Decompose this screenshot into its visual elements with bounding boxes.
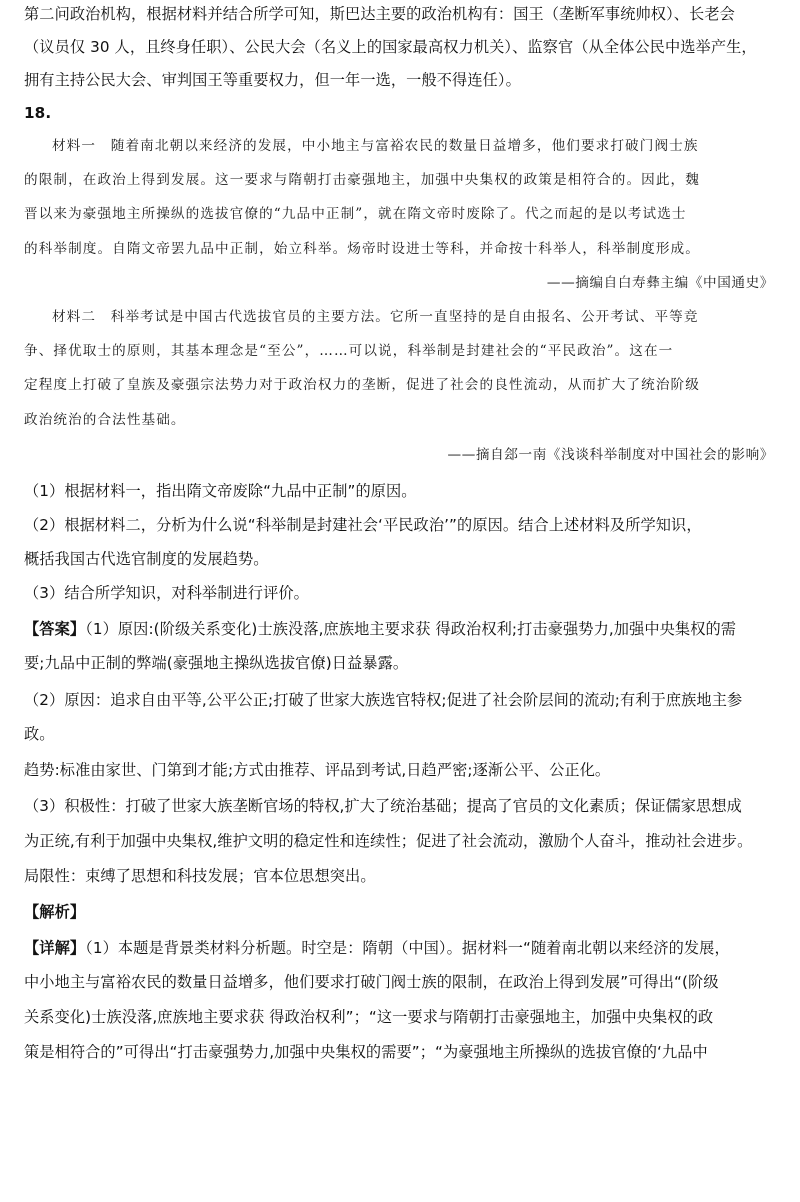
detail-line-1 [24, 938, 784, 958]
answer-line-7: 为正统,有利于加强中央集权,维护文明的稳定性和连续性；促进了社会流动，激励个人奋斗，推动社会进步。 [24, 832, 753, 850]
material1-line-3: 晋以来为豪强地主所操纵的选拔官僚的“九品中正制”，就在隋文帝时废除了。代之而起的是以考试选士 [24, 206, 687, 222]
material1-source: ——摘编自白寿彝主编《中国通史》 [546, 275, 774, 291]
analysis-label: 【解析】 [24, 903, 86, 921]
answer-line-3: （2）原因：追求自由平等,公平公正;打破了世家大族选官特权;促进了社会阶层间的流动;有利于庶族地主参 [24, 691, 743, 709]
question-1: （1）根据材料一，指出隋文帝废除“九品中正制”的原因。 [24, 482, 417, 500]
question-3: （3）结合所学知识，对科举制进行评价。 [24, 584, 309, 602]
detail-line-2: 中小地主与富裕农民的数量日益增多，他们要求打破门阀士族的限制，在政治上得到发展”可得出“(阶级 [24, 973, 719, 991]
detail-line-1-text: （1）本题是背景类材料分析题。时空是：隋朝（中国）。据材料一“随着南北朝以来经济的发展， [85, 939, 730, 957]
intro-line-1: 第二问政治机构，根据材料并结合所学可知，斯巴达主要的政治机构有：国王（垄断军事统帅权）、长老会 [24, 5, 735, 23]
answer-line-6: （3）积极性：打破了世家大族垄断官场的特权,扩大了统治基础；提高了官员的文化素质；保证儒家思想成 [24, 797, 742, 815]
material2-line-4: 政治统治的合法性基础。 [24, 412, 186, 428]
question-2-cont: 概括我国古代选官制度的发展趋势。 [24, 550, 269, 568]
detail-line-4: 策是相符合的”可得出“打击豪强势力,加强中央集权的需要”；“为豪强地主所操纵的选拔官僚的‘九品中 [24, 1043, 708, 1061]
material1-line-1: 材料一 随着南北朝以来经济的发展，中小地主与富裕农民的数量日益增多，他们要求打破门阀士族 [52, 138, 699, 154]
analysis-line [24, 902, 784, 922]
intro-line-2: （议员仅 30 人，且终身任职）、公民大会（名义上的国家最高权力机关）、监察官（从全体公民中选举产生， [24, 38, 757, 56]
answer-line-2: 要;九品中正制的弊端(豪强地主操纵选拔官僚)日益暴露。 [24, 654, 409, 672]
answer-label: 【答案】 [24, 620, 86, 638]
answer-line-8: 局限性：束缚了思想和科技发展；官本位思想突出。 [24, 867, 376, 885]
intro-line-3: 拥有主持公民大会、审判国王等重要权力，但一年一选，一般不得连任）。 [24, 71, 521, 89]
answer-line-4: 政。 [24, 725, 55, 743]
material1-line-2: 的限制，在政治上得到发展。这一要求与隋朝打击豪强地主，加强中央集权的政策是相符合的。因此，魏 [24, 172, 700, 188]
question-2: （2）根据材料二，分析为什么说“科举制是封建社会‘平民政治’”的原因。结合上述材料及所学知识， [24, 516, 702, 534]
question-number: 18. [24, 104, 52, 122]
detail-label: 【详解】 [24, 939, 86, 957]
answer-line-5: 趋势:标准由家世、门第到才能;方式由推荐、评品到考试,日趋严密;逐渐公平、公正化。 [24, 761, 611, 779]
material2-line-2: 争、择优取士的原则，其基本理念是“至公”，……可以说，科举制是封建社会的“平民政治”。这在一 [24, 343, 674, 359]
answer-line-1 [24, 619, 784, 639]
detail-line-3: 关系变化)士族没落,庶族地主要求获 得政治权利”；“这一要求与隋朝打击豪强地主，加强中央集权的政 [24, 1008, 714, 1026]
material2-source: ——摘自郐一南《浅谈科举制度对中国社会的影响》 [447, 447, 774, 463]
material1-line-4: 的科举制度。自隋文帝罢九品中正制，始立科举。炀帝时设进士等科，并命按十科举人，科举制度形成。 [24, 241, 700, 257]
answer-line-1-text: （1）原因:(阶级关系变化)士族没落,庶族地主要求获 得政治权利;打击豪强势力,加强中央集权的需 [85, 620, 737, 638]
material2-line-3: 定程度上打破了皇族及豪强宗法势力对于政治权力的垄断，促进了社会的良性流动，从而扩大了统治阶级 [24, 377, 700, 393]
material2-line-1: 材料二 科举考试是中国古代选拔官员的主要方法。它所一直坚持的是自由报名、公开考试、平等竞 [52, 309, 699, 325]
